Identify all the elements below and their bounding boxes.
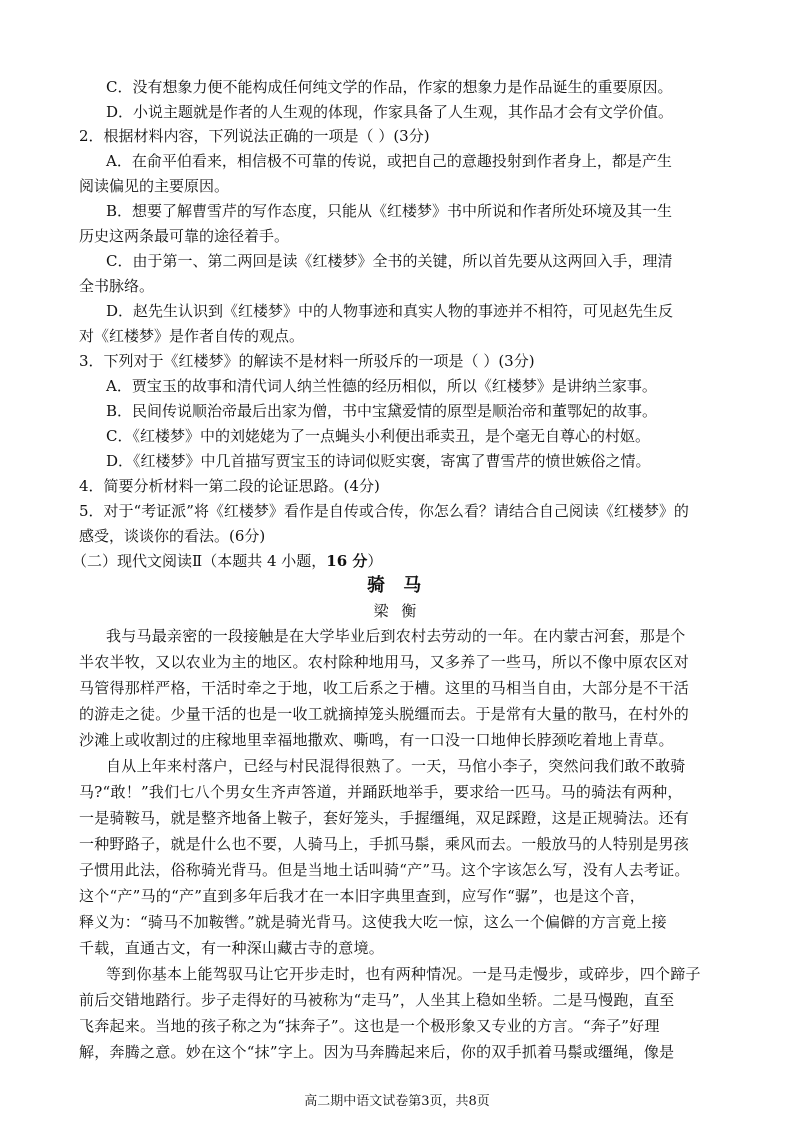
section-score: 16 分	[326, 552, 368, 570]
option-b-q3: B．民间传说顺治帝最后出家为僧，书中宝黛爱情的原型是顺治帝和董鄂妃的故事。	[106, 402, 658, 420]
essay-line: 沙滩上或收割过的庄稼地里幸福地撒欢、嘶鸣，有一口没一口地伸长脖颈吃着地上青草。	[79, 731, 674, 749]
essay-line: 一是骑鞍马，就是整齐地备上鞍子，套好笼头，手握缰绳，双足踩蹬，这是正规骑法。还有	[79, 809, 690, 827]
essay-line: 马管得那样严格，干活时牵之于地，收工后系之于槽。这里的马相当自由，大部分是不干活	[79, 679, 690, 697]
essay-line: 解，奔腾之意。妙在这个“抹”字上。因为马奔腾起来后，你的双手抓着马鬃或缰绳，像是	[79, 1043, 675, 1061]
section-heading	[72, 549, 382, 573]
option-d-q3: D．《红楼梦》中几首描写贾宝玉的诗词似贬实褒，寄寓了曹雪芹的愤世嫉俗之情。	[106, 452, 651, 470]
option-d-q1: D．小说主题就是作者的人生观的体现，作家具备了人生观，其作品才会有文学价值。	[106, 103, 674, 121]
essay-line: 自从上年来村落户，已经与村民混得很熟了。一天，马倌小李子，突然问我们敢不敢骑	[106, 757, 686, 775]
essay-author: 梁 衡	[373, 602, 421, 620]
option-c-q2-cont: 全书脉络。	[79, 277, 155, 295]
question-2: 2．根据材料内容，下列说法正确的一项是（ ）(3分)	[79, 127, 430, 145]
option-d-q2: D．赵先生认识到《红楼梦》中的人物事迹和真实人物的事迹并不相符，可见赵先生反	[106, 302, 674, 320]
section-suffix: ）	[367, 552, 383, 570]
option-b-q2: B．想要了解曹雪芹的写作态度，只能从《红楼梦》书中所说和作者所处环境及其一生	[106, 202, 673, 220]
essay-line: 我与马最亲密的一段接触是在大学毕业后到农村去劳动的一年。在内蒙古河套，那是个	[106, 627, 686, 645]
page-footer: 高二期中语文试卷第3页，共8页	[304, 1094, 490, 1109]
option-c-q2: C．由于第一、第二两回是读《红楼梦》全书的关键，所以首先要从这两回入手，理清	[106, 252, 673, 270]
essay-line: 半农半牧，又以农业为主的地区。农村除种地用马，又多养了一些马，所以不像中原农区对	[79, 653, 690, 671]
essay-line: 马?“敢！”我们七八个男女生齐声答道，并踊跃地举手，要求给一匹马。马的骑法有两种，	[79, 783, 683, 801]
option-c-q3: C．《红楼梦》中的刘姥姥为了一点蝇头小利便出乖卖丑，是个毫无自尊心的村妪。	[106, 427, 650, 445]
option-a-q2: A．在俞平伯看来，相信极不可靠的传说，或把自己的意趣投射到作者身上，都是产生	[106, 152, 672, 170]
essay-line: 释义为：“骑马不加鞍辔。”就是骑光背马。这使我大吃一惊，这么一个偏僻的方言竟上接	[79, 913, 667, 931]
option-c-q1: C．没有想象力便不能构成任何纯文学的作品，作家的想象力是作品诞生的重要原因。	[106, 78, 673, 96]
essay-line: 飞奔起来。当地的孩子称之为“抹奔子”。这也是一个极形象又专业的方言。“奔子”好理	[79, 1017, 660, 1035]
option-d-q2-cont: 对《红楼梦》是作者自传的观点。	[79, 327, 305, 345]
essay-line: 这个“产”马的“产”直到多年后我才在一本旧字典里查到，应写作“骣”，也是这个音，	[79, 887, 646, 905]
essay-line: 一种野路子，就是什么也不要，人骑马上，手抓马鬃，乘风而去。一般放马的人特别是男孩	[79, 835, 690, 853]
essay-line: 等到你基本上能驾驭马让它开步走时，也有两种情况。一是马走慢步，或碎步，四个蹄子	[106, 965, 701, 983]
question-3: 3．下列对于《红楼梦》的解读不是材料一所驳斥的一项是（ ）(3分)	[79, 352, 535, 370]
essay-line: 前后交错地踏行。步子走得好的马被称为“走马”，人坐其上稳如坐轿。二是马慢跑，直至	[79, 991, 675, 1009]
option-b-q2-cont: 历史这两条最可靠的途径着手。	[79, 227, 290, 245]
option-a-q3: A．贾宝玉的故事和清代词人纳兰性德的经历相似，所以《红楼梦》是讲纳兰家事。	[106, 377, 657, 395]
question-5-cont: 感受，谈谈你的看法。(6分)	[79, 527, 266, 545]
option-a-q2-cont: 阅读偏见的主要原因。	[79, 177, 230, 195]
essay-title: 骑 马	[367, 575, 428, 596]
section-prefix: （二）现代文阅读Ⅱ（本题共 4 小题，	[72, 552, 327, 570]
question-4: 4．简要分析材料一第二段的论证思路。(4分)	[79, 477, 380, 495]
question-5: 5．对于“考证派”将《红楼梦》看作是自传或合传，你怎么看？请结合自己阅读《红楼梦》的	[79, 502, 689, 520]
essay-line: 的游走之徒。少量干活的也是一收工就摘掉笼头脱缰而去。于是常有大量的散马，在村外的	[79, 705, 690, 723]
essay-line: 千载，直通古文，有一种深山藏古寺的意境。	[79, 939, 385, 957]
essay-line: 子惯用此法，俗称骑光背马。但是当地土话叫骑“产”马。这个字该怎么写，没有人去考证。	[79, 861, 690, 879]
